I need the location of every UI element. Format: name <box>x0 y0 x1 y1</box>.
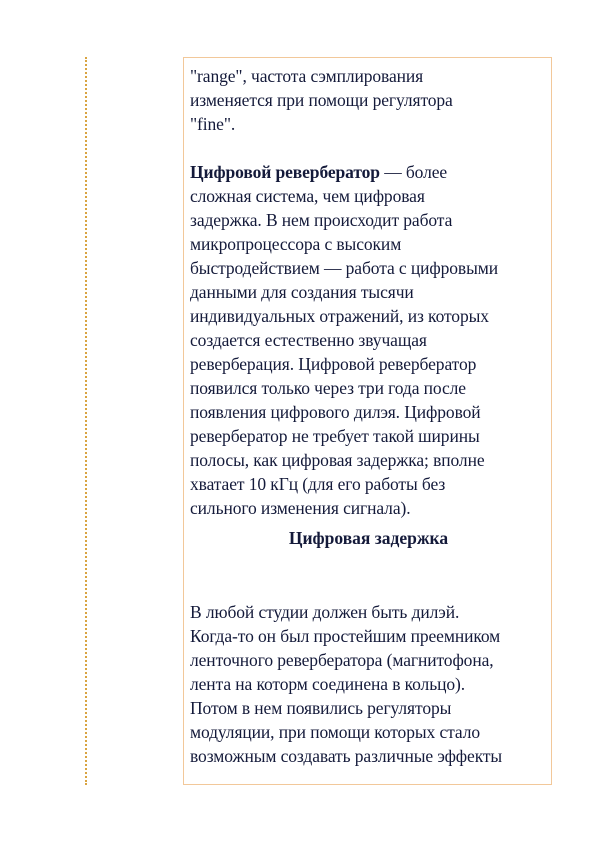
text-line: "range", частота сэмплирования <box>190 66 424 86</box>
paragraph-digital-reverb <box>190 160 547 520</box>
text-line: возможным создавать различные эффекты <box>190 746 503 766</box>
text-line: микропроцессора с высоким <box>190 234 402 254</box>
text-line: появления цифрового дилэя. Цифровой <box>190 402 481 422</box>
text-line: сложная система, чем цифровая <box>190 186 425 206</box>
text-line: задержка. В нем происходит работа <box>190 210 453 230</box>
text-line: изменяется при помощи регулятора <box>190 90 453 110</box>
text-line: быстродействием — работа с цифровыми <box>190 258 498 278</box>
term-text: Цифровой реверберато <box>190 162 371 182</box>
paragraph-spacer <box>190 136 547 160</box>
text-line: создается естественно звучащая <box>190 330 427 350</box>
text-line: хватает 10 кГц (для его работы без <box>190 474 446 494</box>
text-line: модуляции, при помощи которых стало <box>190 722 480 742</box>
text-line: Потом в нем появились регуляторы <box>190 698 452 718</box>
text-line: данными для создания тысячи <box>190 282 414 302</box>
text-line: Когда-то он был простейшим преемником <box>190 626 501 646</box>
text-line: В любой студии должен быть дилэй. <box>190 602 460 622</box>
term-digital-reverb <box>190 162 380 182</box>
text-line: "fine". <box>190 114 236 134</box>
text-line: лента на которм соединена в кольцо). <box>190 674 465 694</box>
text-line: появился только через три года после <box>190 378 466 398</box>
text-line: сильного изменения сигнала). <box>190 498 411 518</box>
text-line <box>190 160 547 184</box>
paragraph-digital-delay <box>190 600 547 768</box>
text-frame <box>183 57 552 785</box>
heading-spacer <box>190 550 547 600</box>
text-line-rest: — более <box>379 162 448 182</box>
paragraph-range-fine <box>190 64 547 136</box>
text-line: индивидуальных отражений, из которых <box>190 306 489 326</box>
text-line: полосы, как цифровая задержка; вполне <box>190 450 485 470</box>
margin-dotted-rule <box>85 57 87 785</box>
text-line: ленточного ревербератора (магнитофона, <box>190 650 494 670</box>
term-text-tail: р <box>370 162 380 182</box>
text-line: ревербератор не требует такой ширины <box>190 426 480 446</box>
text-line: реверберация. Цифровой ревербератор <box>190 354 477 374</box>
section-heading: Цифровая задержка <box>288 528 449 548</box>
